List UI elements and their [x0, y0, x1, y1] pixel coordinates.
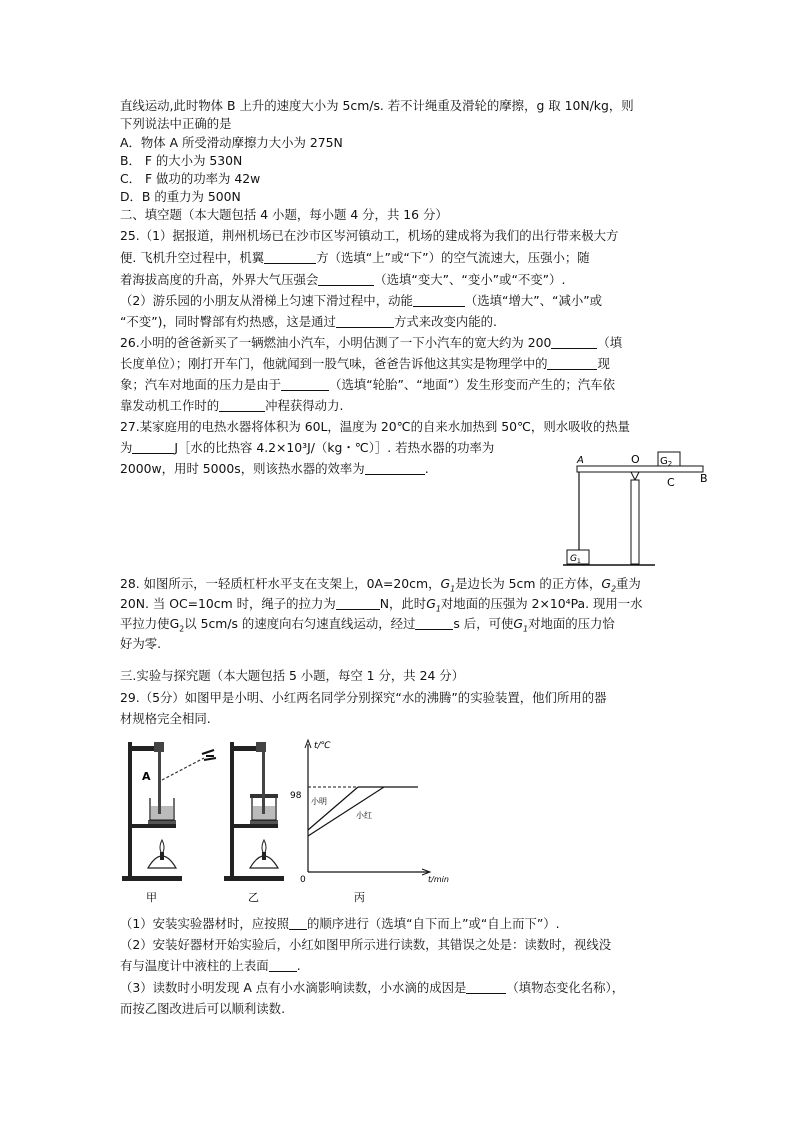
- temperature-graph: [290, 740, 449, 904]
- lever-diagram: [555, 446, 725, 568]
- ring-support: [230, 824, 278, 828]
- xiaoming-label: 小明: [311, 797, 327, 806]
- q28-line4: 好为零.: [120, 636, 162, 651]
- q26-text: 现: [597, 356, 610, 371]
- q25-text: （2）游乐园的小朋友从滑梯上匀速下滑过程中，动能: [120, 293, 413, 308]
- q28-text: 重为: [616, 576, 641, 591]
- q25-line5: [120, 312, 497, 332]
- stand-rod: [128, 742, 132, 876]
- answer-blank[interactable]: [318, 271, 374, 286]
- flame: [262, 840, 266, 854]
- boiling-experiment-figure: [118, 736, 458, 908]
- q28-text: 对地面的压强为 2×10⁴Pa. 现用一水: [440, 596, 643, 611]
- x-axis-label: t/min: [428, 875, 449, 884]
- q25-text: 方式来改变内能的.: [393, 314, 498, 329]
- flame: [160, 840, 164, 854]
- q29-text: 的顺序进行（选填“自下而上”或“自上而下”）.: [306, 916, 560, 931]
- stand-base: [122, 876, 182, 881]
- point-a-label: A: [142, 770, 151, 783]
- clamp-head: [154, 742, 164, 752]
- q29-sub2-line1: （2）安装好器材开始实验后，小红如图甲所示进行读数，其错误之处是：读数时，视线没: [120, 937, 612, 952]
- g2-symbol: $G_2$: [169, 616, 185, 634]
- q26-line1: [120, 333, 622, 353]
- q26-text: （选填“轮胎”、“地面”）发生形变而产生的；汽车依: [329, 377, 615, 392]
- q25-line4: [120, 291, 602, 311]
- lever-support-pillar: [631, 480, 639, 564]
- q27-line2: [120, 438, 494, 458]
- stand-base: [224, 876, 284, 881]
- apparatus-jia: [122, 742, 216, 904]
- q29-sub1: [120, 914, 560, 934]
- answer-blank[interactable]: [336, 595, 380, 610]
- q25-line2: [120, 248, 590, 268]
- q26-text: 冲程获得动力.: [265, 398, 344, 413]
- answer-blank[interactable]: [281, 376, 329, 391]
- q25-text: “不变”)，同时臀部有灼热感，这是通过: [120, 314, 336, 329]
- q25-line1: 25.（1）据报道，荆州机场已在沙市区岑河镇动工，机场的建成将为我们的出行带来极大方: [120, 228, 619, 243]
- origin-label: 0: [300, 875, 306, 885]
- q28-text: 平拉力使: [120, 616, 170, 631]
- answer-blank[interactable]: [413, 292, 465, 307]
- q29-sub3-line2: 而按乙图改进后可以顺利读数.: [120, 1001, 286, 1016]
- q28-text: 20N. 当 OC=10cm 时，绳子的拉力为: [120, 596, 336, 611]
- q28-text: 是边长为 5cm 的正方体，: [455, 576, 602, 591]
- q27-text: 为: [120, 440, 133, 455]
- thermometer: [262, 752, 265, 814]
- q29-text: 有与温度计中液柱的上表面: [120, 958, 269, 973]
- q26-line3: [120, 375, 615, 395]
- lamp-wick: [160, 852, 164, 860]
- q28-text: 28. 如图所示，一轻质杠杆水平支在支架上，0A=20cm，: [120, 576, 441, 591]
- section2-heading: 二、填空题（本大题包括 4 小题，每小题 4 分，共 16 分）: [120, 207, 448, 222]
- answer-blank[interactable]: [336, 313, 394, 328]
- q24-option-a: A．物体 A 所受滑动摩擦力大小为 275N: [120, 135, 343, 150]
- stand-rod: [230, 742, 234, 876]
- q26-text: 靠发动机工作时的: [120, 398, 220, 413]
- q29-line2: 材规格完全相同.: [120, 711, 211, 726]
- q26-text: 长度单位）；刚打开车门，他就闻到一股气味，爸爸告诉他这其实是物理学中的: [120, 356, 548, 371]
- section3-heading: 三.实验与探究题（本大题包括 5 小题，每空 1 分，共 24 分）: [120, 668, 465, 683]
- q29-sub2-line2: [120, 956, 301, 976]
- q24-stem-line1: 直线运动,此时物体 B 上升的速度大小为 5cm/s. 若不计绳重及滑轮的摩擦，g 取 10N/kg，则: [120, 98, 634, 113]
- q26-line2: [120, 354, 610, 374]
- answer-blank[interactable]: [219, 397, 265, 412]
- point-b-label: B: [700, 472, 708, 485]
- q26-text: （填: [597, 335, 623, 350]
- q24-option-b: B． F 的大小为 530N: [120, 153, 243, 168]
- apparatus-yi: [224, 742, 284, 904]
- answer-blank[interactable]: [466, 979, 506, 994]
- lever-support-tip: [631, 472, 639, 480]
- answer-blank[interactable]: [289, 915, 307, 930]
- label-jia: 甲: [146, 891, 157, 904]
- q29-text: （1）安装实验器材时，应按照: [120, 916, 289, 931]
- temp-98-label: 98: [290, 791, 302, 801]
- g2-symbol: $G_2$: [601, 576, 617, 594]
- g1-symbol: $G_1$: [426, 596, 441, 614]
- g1-symbol: $G_1$: [440, 576, 456, 594]
- q29-text: （3）读数时小明发现 A 点有小水滴影响读数，小水滴的成因是: [120, 980, 467, 995]
- q26-text: 26.小明的爸爸新买了一辆燃油小汽车，小明估测了一下小汽车的宽大约为 200: [120, 335, 552, 350]
- q28-text: 以 5cm/s 的速度向右匀速直线运动，经过: [184, 616, 416, 631]
- g1-label: $G_1$: [570, 554, 581, 565]
- answer-blank[interactable]: [547, 355, 597, 370]
- xiaohong-label: 小红: [356, 811, 372, 820]
- q29-sub3-line1: [120, 978, 624, 998]
- lamp-wick: [262, 852, 266, 860]
- xiaohong-curve: [308, 787, 384, 836]
- q29-text: .: [296, 958, 301, 973]
- answer-blank[interactable]: [269, 957, 297, 972]
- q28-line3: [120, 614, 615, 634]
- answer-blank[interactable]: [551, 334, 597, 349]
- q28-text: N，此时: [379, 596, 427, 611]
- q29-text: （填物态变化名称），: [506, 980, 625, 995]
- point-c-label: C: [667, 476, 675, 489]
- q29-line1: 29.（5分）如图甲是小明、小红两名同学分别探究“水的沸腾”的实验装置，他们所用的器: [120, 690, 607, 705]
- q24-stem-line2: 下列说法中正确的是: [120, 116, 232, 131]
- answer-blank[interactable]: [415, 615, 453, 630]
- lever-bar: [577, 466, 703, 472]
- thermometer: [158, 752, 161, 814]
- point-o-label: O: [631, 453, 640, 466]
- q28-text: s 后，可使: [453, 616, 514, 631]
- label-bing: 丙: [354, 891, 365, 904]
- clamp-head: [256, 742, 266, 752]
- q25-text: 着海拔高度的升高，外界大气压强会: [120, 272, 319, 287]
- q27-text: J［水的比热容 4.2×10³J/（kg・℃）］. 若热水器的功率为: [174, 440, 495, 455]
- q24-option-c: C． F 做功的功率为 42w: [120, 171, 261, 186]
- answer-blank[interactable]: [264, 249, 316, 264]
- q25-text: 方（选填“上”或“下”）的空气流速大，压强小；随: [316, 250, 590, 265]
- answer-blank[interactable]: [365, 460, 425, 475]
- water: [151, 806, 173, 819]
- q26-text: 象；汽车对地面的压力是由于: [120, 377, 282, 392]
- q24-option-d: D．B 的重力为 500N: [120, 189, 241, 204]
- answer-blank[interactable]: [132, 439, 174, 454]
- q25-text: （选填“变大”、“变小”或“不变”）.: [374, 272, 566, 287]
- q26-line4: [120, 396, 343, 416]
- q27-text: .: [424, 461, 429, 476]
- q28-line1: [120, 574, 641, 594]
- sight-line: [162, 758, 204, 780]
- q28-text: 对地面的压力恰: [528, 616, 615, 631]
- y-axis-label: t/℃: [314, 741, 331, 751]
- q25-line3: [120, 270, 565, 290]
- q27-text: 2000w，用时 5000s，则该热水器的效率为: [120, 461, 365, 476]
- ring-support: [128, 824, 176, 828]
- q25-text: 便. 飞机升空过程中，机翼: [120, 250, 265, 265]
- q25-text: （选填“增大”、“减小”或: [464, 293, 603, 308]
- g1-symbol: $G_1$: [513, 616, 529, 634]
- q28-line2: [120, 594, 643, 614]
- q27-line3: [120, 459, 429, 479]
- point-a-label: A: [577, 455, 584, 466]
- q27-line1: 27.某家庭用的电热水器将体积为 60L，温度为 20℃的自来水加热到 50℃，则水吸收的热量: [120, 419, 631, 434]
- g2-label: $G_2$: [660, 456, 673, 468]
- label-yi: 乙: [248, 891, 259, 904]
